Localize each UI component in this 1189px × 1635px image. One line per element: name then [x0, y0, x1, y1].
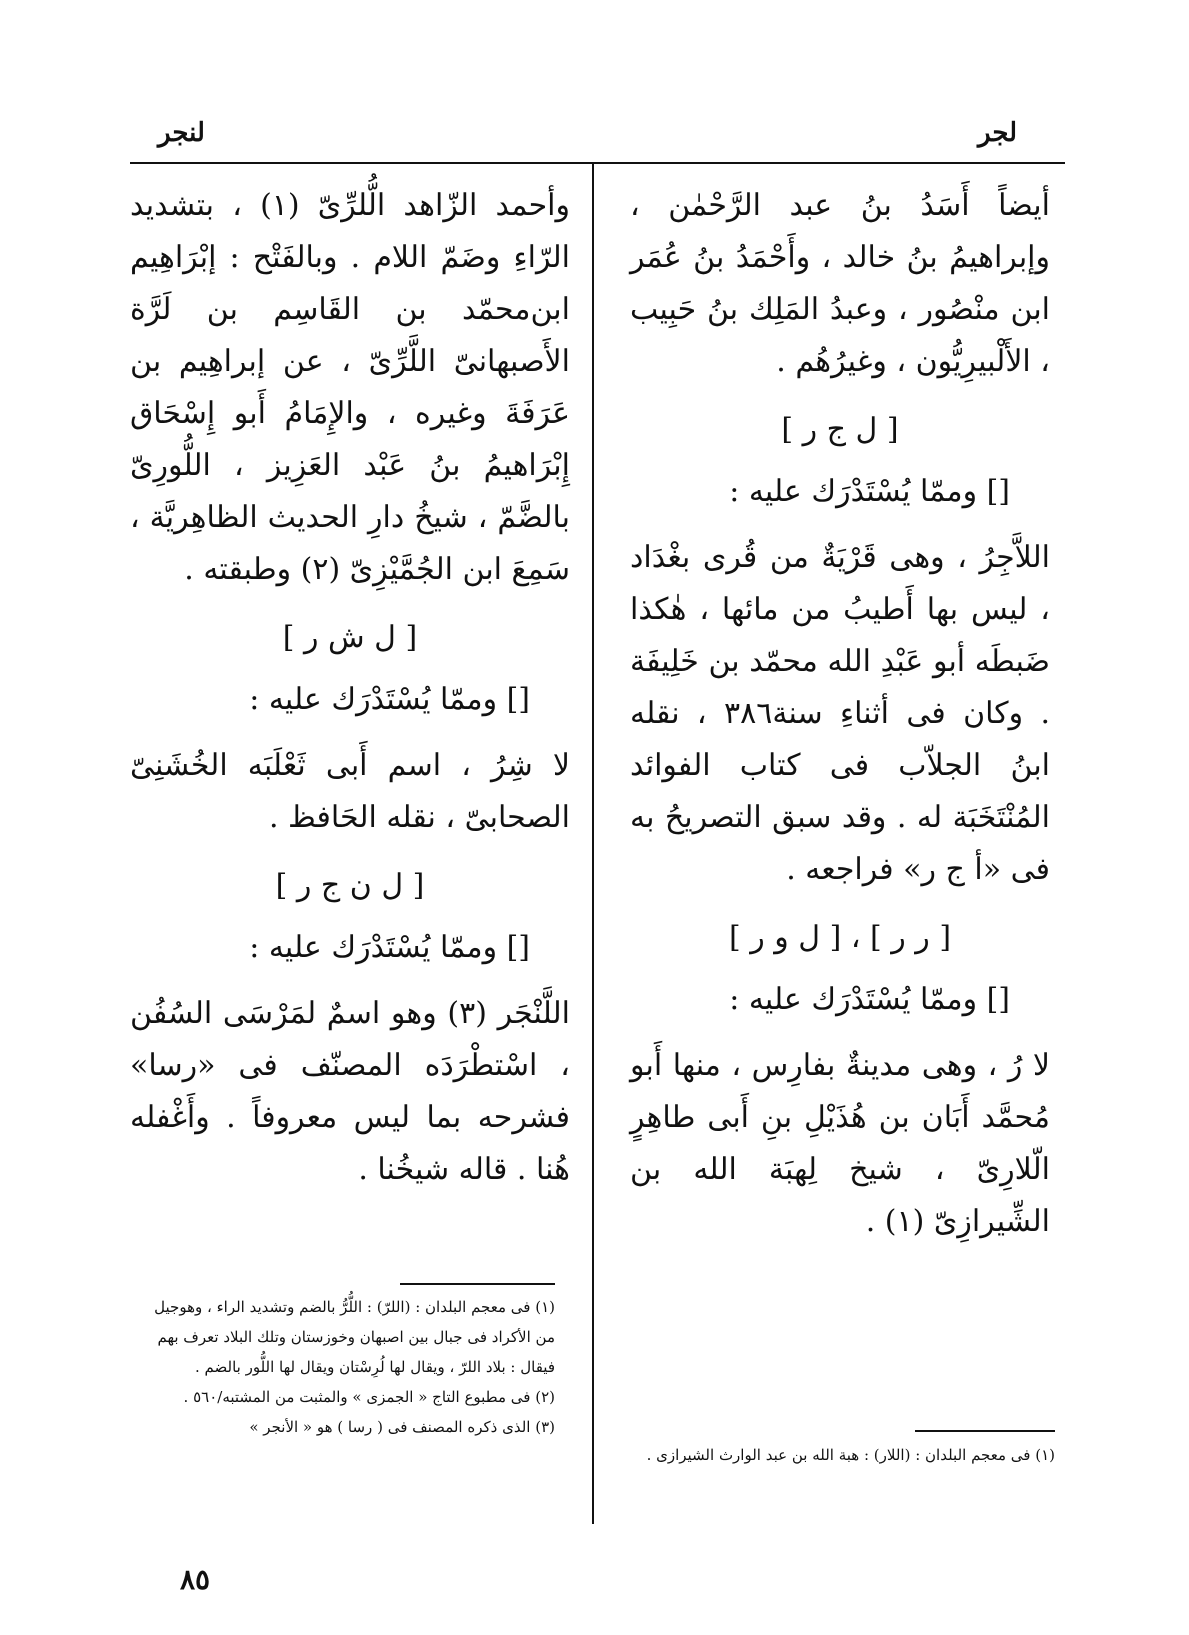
column-divider	[592, 164, 594, 1524]
right-para-2: اللاَّجِرُ ، وهى قَرْيَةٌ من قُرى بغْدَاد ، ليس بها أَطيبُ من مائها ، هٰكذا ضَبطَه أبو عَبْدِ الله محمّد بن خَلِيفَة . وكان فى أثناءِ سنة٣٨٦ ، نقله ابنُ الجلاّب فى كتاب الفوائد المُنْتَخَبَة له . وقد سبق التصريحُ به فى «أ ج ر» فراجعه .	[630, 540, 1051, 887]
right-section-heading-1: [ ل ج ر ]	[781, 412, 899, 447]
footnote-left-2: (٢) فى مطبوع التاج « الجمزى » والمثبت من المشتبه/٥٦٠ .	[183, 1388, 555, 1406]
left-para-1: وأحمد الزّاهد الُّلرِّىّ (١) ، بتشديد الرّاءِ وضَمّ اللام . وبالفَتْح : إبْرَاهِيم ابن‌محمّد بن القَاسِم بن لَرَّة الأَصبهانىّ اللَّرِّىّ ، عن إبراهِيم بن عَرَفَةَ وغيره ، والإِمَامُ أَبو إِسْحَاق إِبْرَاهيمُ بنُ عَبْد العَزِيز ، اللُّورِىّ بالضَّمّ ، شيخُ دارِ الحديث الظاهِريَّة ، سَمِعَ ابن الجُمَّيْزِىّ (٢) وطبقته .	[130, 188, 570, 587]
left-para-3: اللَّنْجَر (٣) وهو اسمٌ لمَرْسَى السُفُن ، اسْتطْرَدَه المصنّف فى «رسا» فشرحه بما ليس معروفاً . وأَغْفله هُنا . قاله شيخُنا .	[130, 996, 570, 1187]
left-mustadrak-1: [] وممّا يُسْتَدْرَك عليه :	[249, 682, 530, 717]
page-number: ٨٥	[180, 1563, 211, 1596]
right-mustadrak-2: [] وممّا يُسْتَدْرَك عليه :	[729, 982, 1010, 1017]
right-mustadrak-1: [] وممّا يُسْتَدْرَك عليه :	[729, 474, 1010, 509]
footnote-left-1: (١) فى معجم البلدان : (اللرّ) : اللُّرُّ بالضم وتشديد الراء ، وهوجيل من الأكراد فى جبال بين اصبهان وخوزستان وتلك البلاد تعرف بهم فيقال : بلاد اللرّ ، ويقال لها لُرِسْتان ويقال لها اللُّور بالضم .	[154, 1298, 555, 1376]
footnote-right-1: (١) فى معجم البلدان : (اللار) : هبة الله بن عبد الوارث الشيرازى .	[646, 1446, 1055, 1464]
left-mustadrak-2: [] وممّا يُسْتَدْرَك عليه :	[249, 930, 530, 965]
left-column	[130, 180, 570, 1204]
running-head-left: لنجر	[158, 118, 205, 148]
footnote-left-3: (٣) الذى ذكره المصنف فى ( رسا ) هو « الأنجر »	[249, 1418, 555, 1436]
footnote-rule-right	[915, 1430, 1055, 1432]
left-section-heading-1: [ ل ش ر ]	[282, 620, 418, 655]
header-rule	[130, 162, 1065, 164]
right-section-heading-2: [ ر ر ] ، [ ل و ر ]	[728, 920, 952, 955]
right-para-3: لا رُ ، وهى مدينةٌ بفارِس ، منها أَبو مُحمَّد أَبَان بن هُذَيْلِ بنِ أَبى طاهِرٍ الّلارِىّ ، شيخ لِهبَة الله بن الشِّيرازِىّ (١) .	[630, 1048, 1050, 1239]
footnotes-left	[130, 1292, 555, 1442]
left-section-heading-2: [ ل ن ج ر ]	[275, 868, 425, 903]
right-column	[630, 180, 1050, 1256]
running-head-right: لجر	[978, 118, 1018, 148]
footnotes-right	[630, 1440, 1055, 1470]
left-para-2: لا شِرُ ، اسم أَبى ثَعْلَبَه الخُشَنِىّ الصحابىّ ، نقله الحَافظ .	[130, 748, 570, 835]
footnote-rule-left	[400, 1283, 555, 1285]
right-para-1: أيضاً أَسَدُ بنُ عبد الرَّحْمٰن ، وإبراهيمُ بنُ خالد ، وأَحْمَدُ بنُ عُمَر ابن منْصُور ، وعبدُ المَلِك بنُ حَبِيب ، الأَلْبيرِيُّون ، وغيرُهُم .	[630, 188, 1050, 379]
